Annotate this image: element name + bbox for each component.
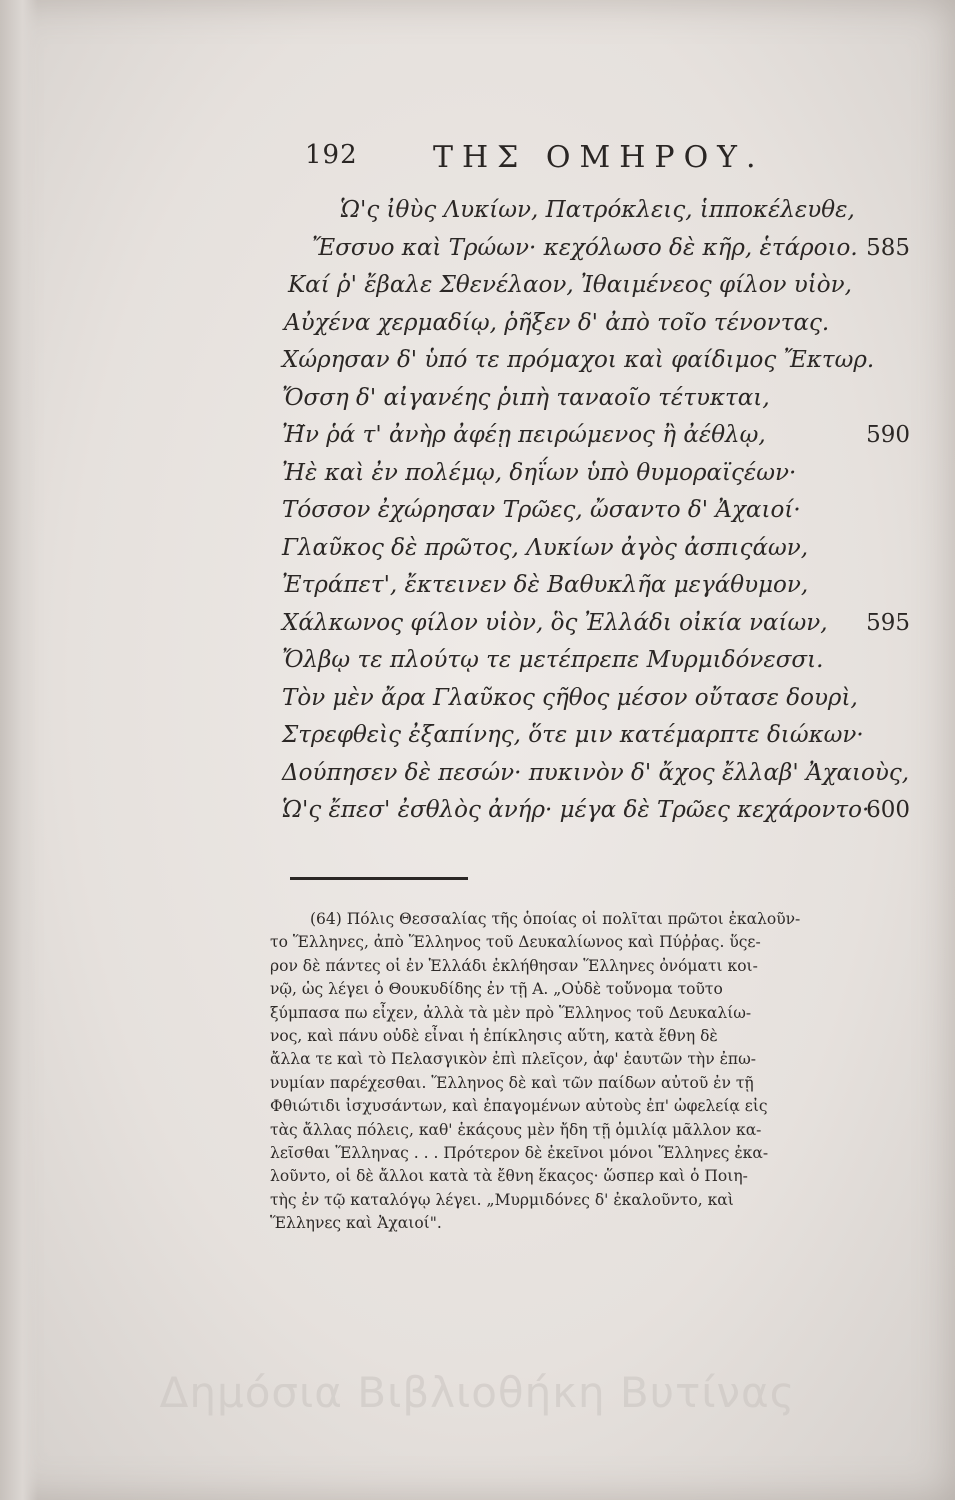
footnote-line: νυμίαν παρέχεσθαι. Ἕλληνος δὲ καὶ τῶν παίδων αὐτοῦ ἐν τῇ bbox=[270, 1073, 754, 1092]
page-header bbox=[305, 140, 765, 180]
line-number: 585 bbox=[866, 234, 910, 261]
footnote-line: τὴς ἐν τῷ καταλόγῳ λέγει. „Μυρμιδόνες δ' ἐκαλοῦντο, καὶ bbox=[270, 1190, 734, 1209]
verse-line bbox=[270, 380, 910, 418]
footnote-line: Φθιώτιδι ἰσχυσάντων, καὶ ἐπαγομένων αὐτοὺς ἐπ' ὠφελείᾳ εἰς bbox=[270, 1097, 768, 1116]
verse-text: Ἠ̃ν ῥά τ' ἀνὴρ ἀφέῃ πειρώμενος ἢ ἀέθλῳ, bbox=[282, 422, 766, 448]
line-number: 600 bbox=[866, 797, 910, 823]
verse-line bbox=[270, 530, 910, 568]
verse-text: Χάλκωνος φίλον υἱὸν, ὃς Ἐλλάδι οἰκία ναίων, bbox=[282, 609, 828, 636]
line-number: 595 bbox=[866, 609, 910, 636]
verse-text: Δούπησεν δὲ πεσών· πυκινὸν δ' ἄχος ἔλλαβ' Ἀχαιοὺς, bbox=[282, 759, 910, 786]
verse-text: Καί ῥ' ἔβαλε Σθενέλαον, Ἰθαιμένεος φίλον υἱὸν, bbox=[288, 272, 852, 298]
footnote-line: ξύμπασα πω εἶχεν, ἀλλὰ τὰ μὲν πρὸ Ἕλληνος τοῦ Δευκαλίω- bbox=[270, 1003, 752, 1022]
verse-line bbox=[270, 342, 910, 380]
verse-text: Ὡ'ς ἔπεσ' ἐσθλὸς ἀνήρ· μέγα δὲ Τρῶες κεχάροντο· bbox=[282, 797, 870, 823]
footnote-line: λοῦντο, οἱ δὲ ἄλλοι κατὰ τὰ ἔθνη ἕκαςος· ὥσπερ καὶ ὁ Ποιη- bbox=[270, 1167, 748, 1186]
footnote-line: ρον δὲ πάντες οἱ ἐν Ἑλλάδι ἐκλήθησαν Ἕλληνες ὀνόματι κοι- bbox=[270, 956, 758, 975]
verse-line bbox=[270, 567, 910, 605]
verse-text: Ὄλβῳ τε πλούτῳ τε μετέπρεπε Μυρμιδόνεσσι. bbox=[282, 647, 824, 673]
verse-line bbox=[270, 492, 910, 530]
verse-line bbox=[270, 717, 910, 755]
verse-text: Γλαῦκος δὲ πρῶτος, Λυκίων ἀγὸς ἀσπιςάων, bbox=[282, 534, 809, 561]
verse-text: Ὄσση δ' αἰγανέης ῥιπὴ ταναοῖο τέτυκται, bbox=[282, 384, 770, 411]
verse-text: Χώρησαν δ' ὑπό τε πρόμαχοι καὶ φαίδιμος Ἔκτωρ. bbox=[282, 347, 875, 373]
verse-line bbox=[270, 680, 910, 718]
verse-line bbox=[270, 642, 910, 680]
footnote-line: νος, καὶ πάνυ οὐδὲ εἶναι ἡ ἐπίκλησις αὕτη, κατὰ ἔθνη δὲ bbox=[270, 1026, 718, 1045]
line-number: 590 bbox=[866, 422, 910, 448]
footnote-line: (64) Πόλις Θεσσαλίας τῆς ὁποίας οἱ πολῖται πρῶτοι ἐκαλοῦν- bbox=[310, 910, 801, 928]
verse-text: Ἔσσυο καὶ Τρώων· κεχόλωσο δὲ κῆρ, ἑτάροιο. bbox=[312, 234, 858, 261]
footnote-line: νῷ, ὡς λέγει ὁ Θουκυδίδης ἐν τῇ Α. „Οὐδὲ τοὔνομα τοῦτο bbox=[270, 980, 723, 999]
page-number: 192 bbox=[305, 140, 358, 170]
running-title: ΤΗΣ ΟΜΗΡΟΥ. bbox=[433, 140, 765, 175]
footnote bbox=[270, 908, 900, 1235]
library-watermark: Δημόσια Βιβλιοθήκη Βυτίνας bbox=[159, 1368, 796, 1417]
verse-line bbox=[270, 230, 910, 268]
verse-line bbox=[270, 792, 910, 830]
verse-line bbox=[270, 192, 910, 230]
verse-line bbox=[270, 455, 910, 493]
verse-text: Τὸν μὲν ἄρα Γλαῦκος ςῆθος μέσον οὔτασε δουρὶ, bbox=[282, 684, 858, 711]
page-gutter-shadow bbox=[0, 0, 38, 1500]
verse-line bbox=[270, 605, 910, 643]
footnote-line: Ἕλληνες καὶ Ἀχαιοί". bbox=[270, 1214, 442, 1233]
verse-text: Στρεφθεὶς ἐξαπίνης, ὅτε μιν κατέμαρπτε διώκων· bbox=[282, 722, 864, 748]
verse-block bbox=[270, 192, 910, 830]
verse-line bbox=[270, 755, 910, 793]
verse-text: Ὡ'ς ἰθὺς Λυκίων, Πατρόκλεις, ἱπποκέλευθε, bbox=[340, 197, 855, 223]
verse-text: Αὐχένα χερμαδίῳ, ῥῆξεν δ' ἀπὸ τοῖο τένοντας. bbox=[284, 309, 830, 336]
verse-text: Ἐτράπετ', ἔκτεινεν δὲ Βαθυκλῆα μεγάθυμον, bbox=[282, 572, 809, 598]
verse-line bbox=[270, 305, 910, 343]
verse-text: Ἠὲ καὶ ἐν πολέμῳ, δηΐων ὑπὸ θυμοραϊςέων· bbox=[282, 459, 797, 486]
verse-line bbox=[270, 417, 910, 455]
footnote-rule bbox=[290, 877, 468, 880]
footnote-line: το Ἕλληνες, ἀπὸ Ἕλληνος τοῦ Δευκαλίωνος καὶ Πύῤῥας. ὕςε- bbox=[270, 933, 761, 952]
footnote-line: ἄλλα τε καὶ τὸ Πελασγικὸν ἐπὶ πλεῖςον, ἀφ' ἑαυτῶν τὴν ἐπω- bbox=[270, 1050, 756, 1069]
verse-line bbox=[270, 267, 910, 305]
verse-text: Τόσσον ἐχώρησαν Τρῶες, ὤσαντο δ' Ἀχαιοί· bbox=[282, 497, 801, 523]
footnote-line: λεῖσθαι Ἕλληνας . . . Πρότερον δὲ ἐκεῖνοι μόνοι Ἕλληνες ἐκα- bbox=[270, 1143, 769, 1162]
footnote-line: τὰς ἄλλας πόλεις, καθ' ἑκάςους μὲν ἤδη τῇ ὁμιλίᾳ μᾶλλον κα- bbox=[270, 1120, 762, 1139]
